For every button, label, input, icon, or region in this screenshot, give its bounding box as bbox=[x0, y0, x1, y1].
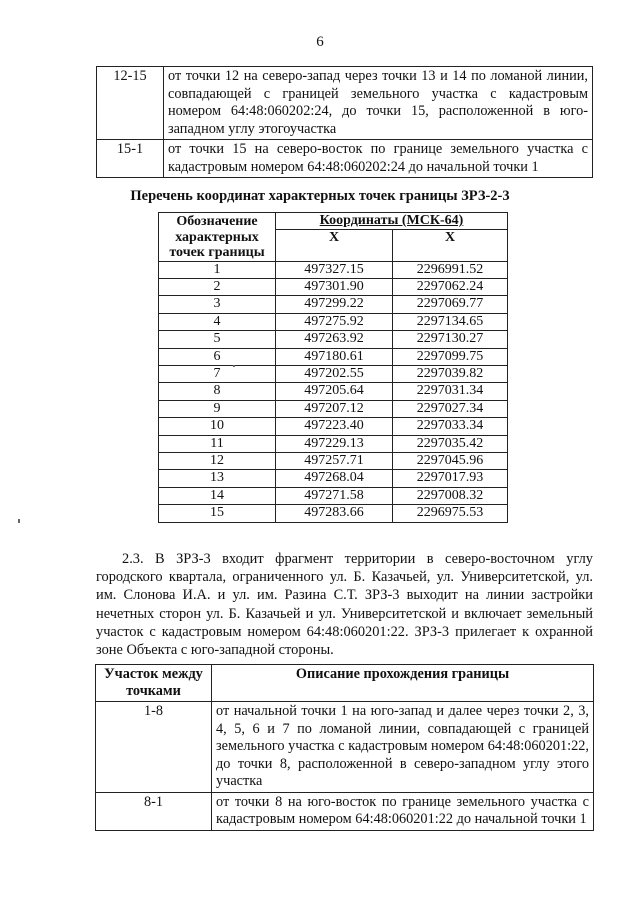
y-header: X bbox=[393, 229, 508, 261]
coordinates-table bbox=[158, 212, 508, 523]
point-cell: 3 bbox=[159, 296, 276, 313]
coordinates-heading: Перечень координат характерных точек границы ЗРЗ-2-3 bbox=[130, 188, 510, 204]
point-cell: 2 bbox=[159, 278, 276, 295]
description-cell: от начальной точки 1 на юго-запад и далее через точки 2, 3, 4, 5, 6 и 7 по ломаной линии, совпадающей с границей земельного участка с кадастровым номером 64:48:060201:22, до точки 8, расположенной в северо-западном углу этого участка bbox=[212, 702, 594, 793]
scan-artifact bbox=[18, 519, 20, 523]
point-cell: 15 bbox=[159, 505, 276, 522]
table-row bbox=[159, 348, 508, 365]
x-coordinate-cell: 497301.90 bbox=[276, 278, 393, 295]
table-row bbox=[97, 140, 593, 178]
x-header: X bbox=[276, 229, 393, 261]
description-cell: от точки 15 на северо-восток по границе земельного участка с кадастровым номером 64:48:060202:24 до начальной точки 1 bbox=[164, 140, 593, 178]
x-coordinate-cell: 497207.12 bbox=[276, 400, 393, 417]
boundary-table bbox=[95, 664, 594, 831]
table-row bbox=[159, 383, 508, 400]
continuation-table bbox=[96, 66, 593, 178]
y-coordinate-cell: 2297033.34 bbox=[393, 418, 508, 435]
table-row bbox=[159, 296, 508, 313]
segment-header: Участок между точками bbox=[96, 665, 212, 702]
point-designation-header: Обозначение характерных точек границы bbox=[159, 213, 276, 262]
table-row bbox=[96, 792, 594, 830]
header-row bbox=[96, 665, 594, 702]
x-coordinate-cell: 497271.58 bbox=[276, 487, 393, 504]
x-coordinate-cell: 497263.92 bbox=[276, 331, 393, 348]
table-row bbox=[159, 487, 508, 504]
y-coordinate-cell: 2296975.53 bbox=[393, 505, 508, 522]
table-row bbox=[159, 331, 508, 348]
coordinates-body bbox=[159, 261, 508, 522]
y-coordinate-cell: 2297017.93 bbox=[393, 470, 508, 487]
y-coordinate-cell: 2297045.96 bbox=[393, 452, 508, 469]
page-number: 6 bbox=[316, 34, 324, 50]
table-row bbox=[159, 505, 508, 522]
x-coordinate-cell: 497268.04 bbox=[276, 470, 393, 487]
header-row bbox=[159, 213, 508, 230]
point-cell: 6 bbox=[159, 348, 276, 365]
paragraph-text: 2.3. В ЗРЗ-3 входит фрагмент территории в северо-восточном углу городского квартала, ограниченного ул. Б. Казачьей, ул. Университетской, ул. им. Слонова И.А. и ул. им. Разина С.Т. ЗРЗ-3 выходит на линии застройки нечетных сторон ул. Б. Казачьей и ул. Университетской и включает земельный участок с кадастровым номером 64:48:060201:22. ЗРЗ-3 прилегает к охранной зоне Объекта с юго-западной стороны. bbox=[96, 551, 593, 659]
table-row bbox=[97, 67, 593, 140]
x-coordinate-cell: 497202.55 bbox=[276, 365, 393, 382]
segment-cell: 15-1 bbox=[97, 140, 164, 178]
point-cell: 4 bbox=[159, 313, 276, 330]
description-header: Описание прохождения границы bbox=[212, 665, 594, 702]
segment-cell: 12-15 bbox=[97, 67, 164, 140]
x-coordinate-cell: 497229.13 bbox=[276, 435, 393, 452]
x-coordinate-cell: 497327.15 bbox=[276, 261, 393, 278]
description-cell: от точки 12 на северо-запад через точки 13 и 14 по ломаной линии, совпадающей с границей земельного участка с кадастровым номером 64:48:060202:24, до точки 15, расположенной в юго-западном углу этогоучастка bbox=[164, 67, 593, 140]
point-cell: 1 bbox=[159, 261, 276, 278]
table-row bbox=[159, 313, 508, 330]
point-cell: 10 bbox=[159, 418, 276, 435]
y-coordinate-cell: 2297130.27 bbox=[393, 331, 508, 348]
scan-artifact bbox=[233, 365, 235, 367]
description-cell: от точки 8 на юго-восток по границе земельного участка с кадастровым номером 64:48:060201:22 до начальной точки 1 bbox=[212, 792, 594, 830]
y-coordinate-cell: 2297134.65 bbox=[393, 313, 508, 330]
table-row bbox=[159, 470, 508, 487]
y-coordinate-cell: 2296991.52 bbox=[393, 261, 508, 278]
table-row bbox=[159, 278, 508, 295]
point-cell: 9 bbox=[159, 400, 276, 417]
x-coordinate-cell: 497275.92 bbox=[276, 313, 393, 330]
x-coordinate-cell: 497299.22 bbox=[276, 296, 393, 313]
table-row bbox=[159, 261, 508, 278]
y-coordinate-cell: 2297008.32 bbox=[393, 487, 508, 504]
table-row bbox=[96, 702, 594, 793]
point-cell: 14 bbox=[159, 487, 276, 504]
coordinates-system-header: Координаты (МСК-64) bbox=[276, 213, 508, 230]
y-coordinate-cell: 2297069.77 bbox=[393, 296, 508, 313]
point-cell: 5 bbox=[159, 331, 276, 348]
x-coordinate-cell: 497283.66 bbox=[276, 505, 393, 522]
point-cell: 7 bbox=[159, 365, 276, 382]
point-cell: 8 bbox=[159, 383, 276, 400]
table-row bbox=[159, 400, 508, 417]
y-coordinate-cell: 2297062.24 bbox=[393, 278, 508, 295]
y-coordinate-cell: 2297099.75 bbox=[393, 348, 508, 365]
section-paragraph bbox=[96, 550, 593, 659]
x-coordinate-cell: 497180.61 bbox=[276, 348, 393, 365]
x-coordinate-cell: 497205.64 bbox=[276, 383, 393, 400]
segment-cell: 8-1 bbox=[96, 792, 212, 830]
y-coordinate-cell: 2297039.82 bbox=[393, 365, 508, 382]
table-row bbox=[159, 435, 508, 452]
point-cell: 11 bbox=[159, 435, 276, 452]
y-coordinate-cell: 2297031.34 bbox=[393, 383, 508, 400]
segment-cell: 1-8 bbox=[96, 702, 212, 793]
x-coordinate-cell: 497257.71 bbox=[276, 452, 393, 469]
table-row bbox=[159, 452, 508, 469]
x-coordinate-cell: 497223.40 bbox=[276, 418, 393, 435]
point-cell: 12 bbox=[159, 452, 276, 469]
y-coordinate-cell: 2297035.42 bbox=[393, 435, 508, 452]
table-row bbox=[159, 365, 508, 382]
y-coordinate-cell: 2297027.34 bbox=[393, 400, 508, 417]
point-cell: 13 bbox=[159, 470, 276, 487]
table-row bbox=[159, 418, 508, 435]
